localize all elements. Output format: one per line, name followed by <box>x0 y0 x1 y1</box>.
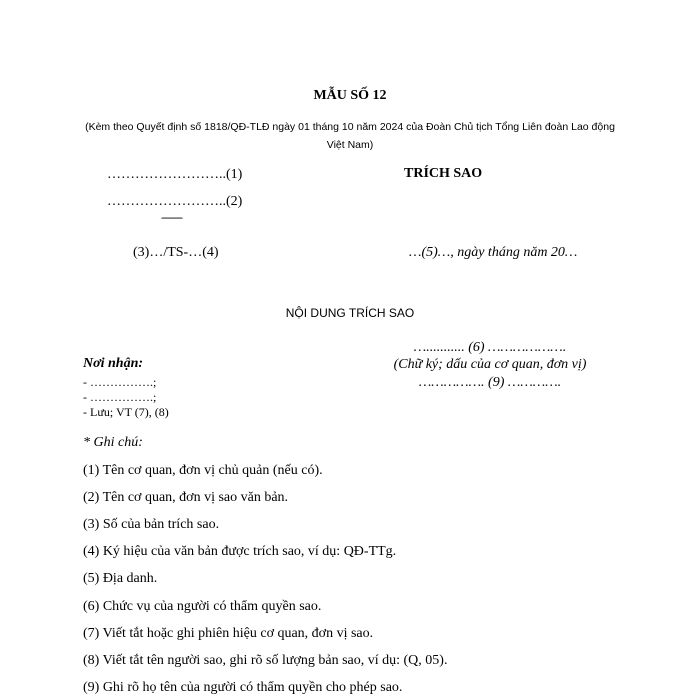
note-item: (5) Địa danh. <box>83 571 158 586</box>
form-title: MẪU SỐ 12 <box>313 88 387 103</box>
place-date-line: …(5)…, ngày tháng năm 20… <box>409 245 578 260</box>
content-heading: NỘI DUNG TRÍCH SAO <box>285 306 415 320</box>
agency-copy-line: ……………………..(2) <box>107 194 243 209</box>
note-item: (9) Ghi rõ họ tên của người có thẩm quyền cho phép sao. <box>83 680 403 695</box>
note-item: (7) Viết tắt hoặc ghi phiên hiệu cơ quan, đơn vị sao. <box>83 626 374 641</box>
signer-title-line: …........... (6) ………………. <box>413 340 567 355</box>
note-item: (4) Ký hiệu của văn bản được trích sao, ví dụ: QĐ-TTg. <box>83 544 397 559</box>
recipient-archive: - Lưu; VT (7), (8) <box>83 405 169 419</box>
note-item: (3) Số của bản trích sao. <box>83 517 220 532</box>
note-item: (8) Viết tắt tên người sao, ghi rõ số lượng bản sao, ví dụ: (Q, 05). <box>83 653 448 668</box>
notes-label: * Ghi chú: <box>83 435 143 450</box>
recipient-item: - …………….; <box>83 390 157 404</box>
document-type-heading: TRÍCH SAO <box>404 166 483 181</box>
recipient-item: - …………….; <box>83 375 157 389</box>
signature-seal-note: (Chữ ký; dấu của cơ quan, đơn vị) <box>393 357 587 372</box>
note-item: (1) Tên cơ quan, đơn vị chủ quản (nếu có). <box>83 463 323 478</box>
note-item: (6) Chức vụ của người có thẩm quyền sao. <box>83 599 322 614</box>
document-number: (3)…/TS-…(4) <box>133 245 219 260</box>
note-item: (2) Tên cơ quan, đơn vị sao văn bản. <box>83 490 289 505</box>
agency-divider: ------- <box>161 210 182 224</box>
recipients-label: Nơi nhận: <box>83 356 144 371</box>
agency-parent-line: ……………………..(1) <box>107 167 243 182</box>
form-subtitle: (Kèm theo Quyết định số 1818/QĐ-TLĐ ngày 01 tháng 10 năm 2024 của Đoàn Chủ tịch Tổng Liên đoàn Lao động Việt Nam) <box>85 121 615 151</box>
signer-name-line: ……………. (9) …………. <box>418 375 562 390</box>
